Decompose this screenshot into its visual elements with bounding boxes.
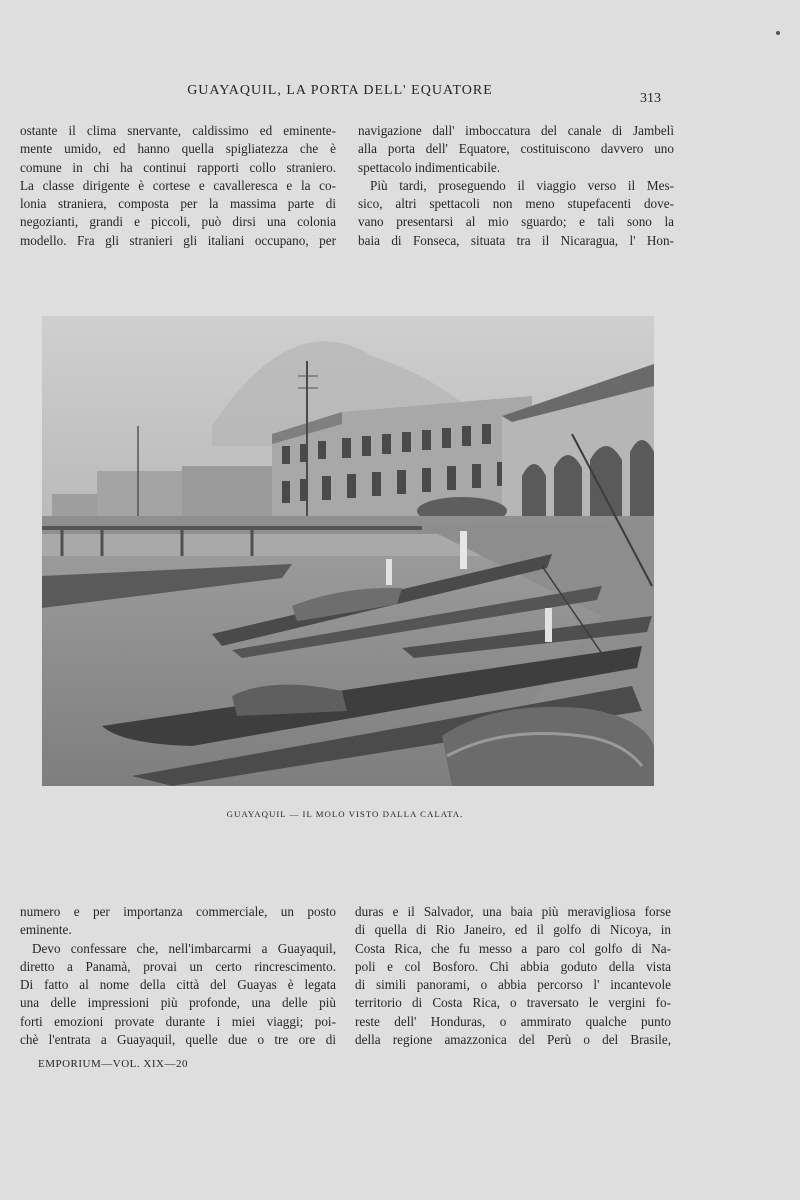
text-line: territorio di Costa Rica, o traversato le vergini fo- [355, 995, 671, 1011]
page-speck [776, 31, 780, 35]
text-column-top-left [20, 122, 336, 250]
text-line: modello. Fra gli stranieri gli italiani occupano, per [20, 232, 336, 248]
text-line: Più tardi, proseguendo il viaggio verso il Mes- [370, 177, 674, 193]
text-line: negozianti, grandi e piccoli, può dirsi una colonia [20, 214, 336, 230]
text-line: di quella di Rio Janeiro, ed il golfo di Nicoya, in [355, 922, 671, 938]
text-line: mente umido, ed hanno quella spigliatezza che è [20, 141, 336, 157]
page-number: 313 [640, 91, 661, 106]
text-line: Di fatto al nome della città del Guayas è legata [20, 977, 336, 993]
text-line: vano presentarsi al mio sguardo; e tali sono la [358, 214, 674, 230]
text-line: comune in chi ha continui rapporti collo straniero. [20, 159, 336, 175]
text-line: duras e il Salvador, una baia più meravigliosa forse [355, 904, 671, 919]
text-line: lonia straniera, composta per la massima parte di [20, 196, 336, 212]
footer-imprint: EMPORIUM—VOL. XIX—20 [38, 1058, 188, 1070]
text-line: sico, altri spettacoli non meno stupefacenti dove- [358, 196, 674, 212]
text-line: di simili panorami, o abbia percorso l' incantevole [355, 977, 671, 993]
text-line: chè l'entrata a Guayaquil, quelle due o tre ore di [20, 1032, 336, 1048]
text-line: navigazione dall' imboccatura del canale di Jambelì [358, 123, 674, 138]
harbor-photo-illustration [42, 316, 654, 786]
text-line: forti emozioni provate durante i miei viaggi; poi- [20, 1013, 336, 1029]
text-line: eminente. [20, 922, 72, 938]
text-line: baia di Fonseca, situata tra il Nicaragua, l' Hon- [358, 232, 674, 248]
text-column-top-right [358, 122, 674, 250]
text-line: ostante il clima snervante, caldissimo ed eminente- [20, 123, 336, 138]
text-line: La classe dirigente è cortese e cavalleresca e la co- [20, 177, 336, 193]
text-line: una delle impressioni più profonde, una delle più [20, 995, 336, 1011]
text-column-bottom-left [20, 903, 336, 1049]
text-line: della regione amazzonica del Perù o del Brasile, [355, 1032, 671, 1048]
harbor-photograph [42, 316, 654, 786]
text-line: Costa Rica, che fu messo a paro col golfo di Na- [355, 940, 671, 956]
text-line: diretto a Panamà, provai un certo rincrescimento. [20, 958, 336, 974]
text-line: Devo confessare che, nell'imbarcarmi a Guayaquil, [32, 940, 336, 956]
text-line: alla porta dell' Equatore, costituiscono davvero uno [358, 141, 674, 157]
text-line: spettacolo indimenticabile. [358, 159, 501, 175]
text-line: poli e col Bosforo. Chi abbia goduto della vista [355, 958, 671, 974]
text-column-bottom-right [355, 903, 671, 1049]
text-line: reste dell' Honduras, o ammirato qualche punto [355, 1013, 671, 1029]
running-title: GUAYAQUIL, LA PORTA DELL' EQUATORE [187, 83, 493, 98]
text-line: numero e per importanza commerciale, un posto [20, 904, 336, 919]
figure-caption: GUAYAQUIL — IL MOLO VISTO DALLA CALATA. [226, 809, 464, 819]
